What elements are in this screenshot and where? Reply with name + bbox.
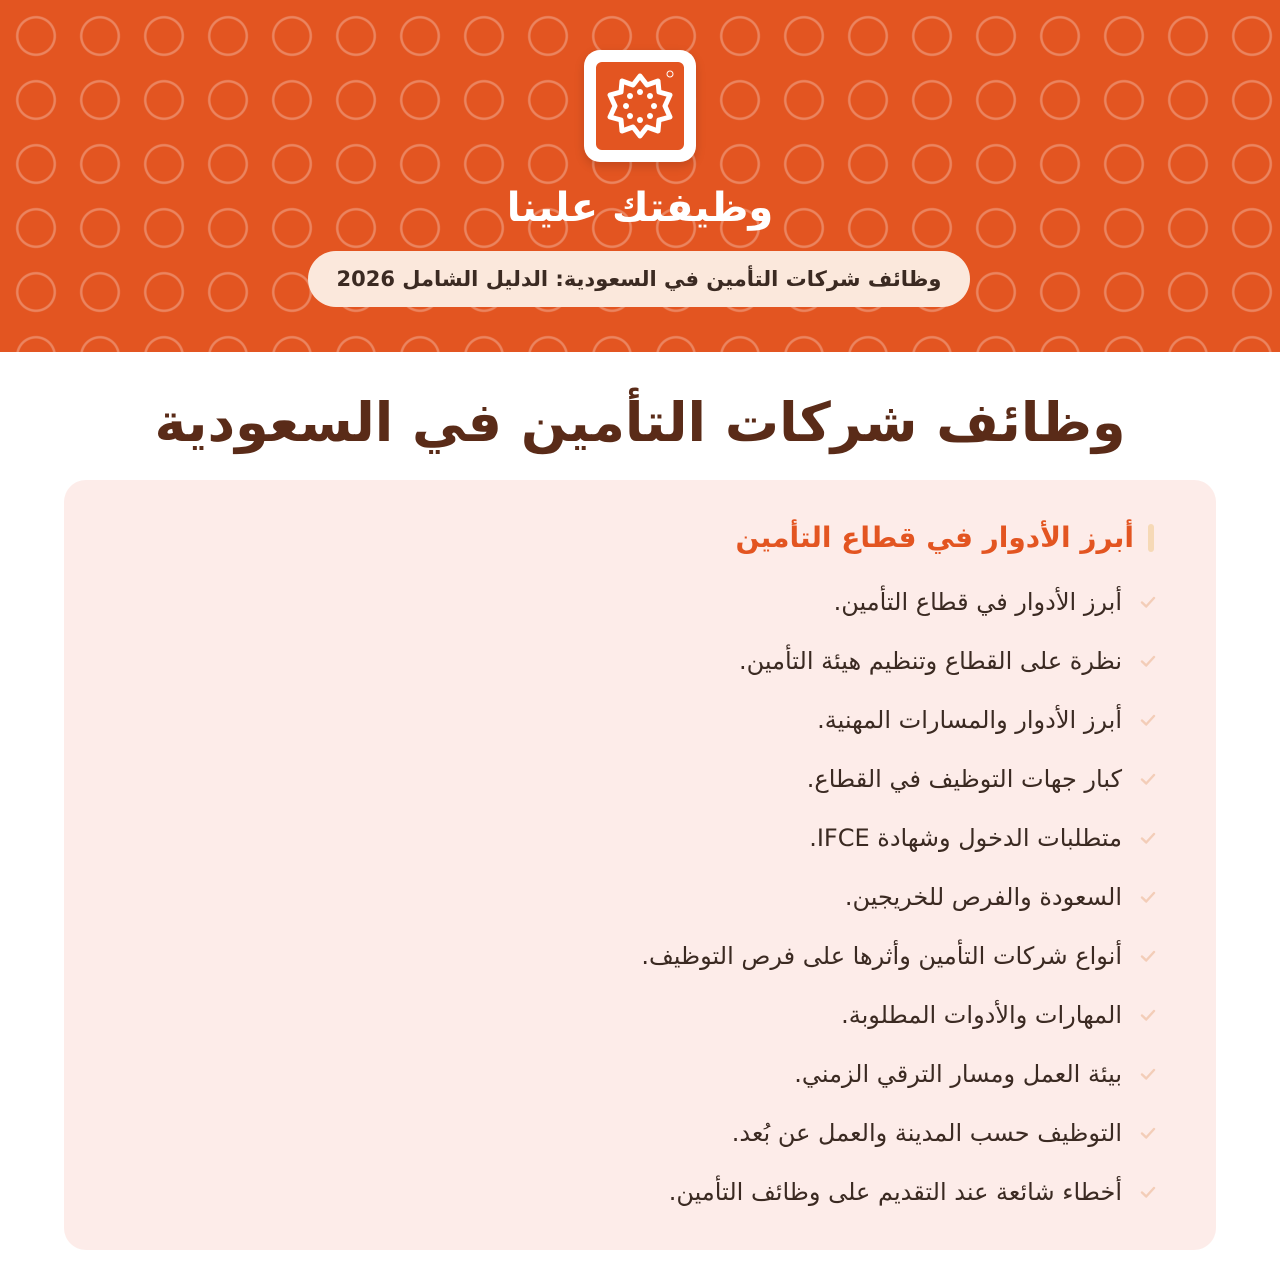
topics-list	[120, 572, 1160, 1221]
section-heading	[735, 516, 1154, 560]
list-item-text: أبرز الأدوار والمسارات المهنية.	[817, 705, 1122, 734]
list-item-text: أنواع شركات التأمين وأثرها على فرص التوظيف.	[641, 941, 1122, 970]
check-icon	[1136, 826, 1160, 850]
check-icon	[1136, 708, 1160, 732]
list-item-text: نظرة على القطاع وتنظيم هيئة التأمين.	[739, 646, 1122, 675]
page-title: وظائف شركات التأمين في السعودية	[154, 391, 1126, 454]
subtitle-pill: وظائف شركات التأمين في السعودية: الدليل الشامل 2026	[308, 251, 970, 307]
list-item-text: أخطاء شائعة عند التقديم على وظائف التأمين.	[668, 1177, 1122, 1206]
brand-logo[interactable]	[584, 50, 696, 162]
list-item	[120, 867, 1160, 926]
check-icon	[1136, 649, 1160, 673]
list-item-text: بيئة العمل ومسار الترقي الزمني.	[794, 1059, 1122, 1088]
list-item	[120, 631, 1160, 690]
list-item	[120, 572, 1160, 631]
check-icon	[1136, 590, 1160, 614]
list-item	[120, 1044, 1160, 1103]
brand-logo-icon	[596, 62, 684, 150]
list-item	[120, 749, 1160, 808]
list-item-text: التوظيف حسب المدينة والعمل عن بُعد.	[731, 1118, 1122, 1147]
check-icon	[1136, 1062, 1160, 1086]
list-item-text: كبار جهات التوظيف في القطاع.	[806, 764, 1122, 793]
check-icon	[1136, 1180, 1160, 1204]
list-item	[120, 1162, 1160, 1221]
list-item-text: أبرز الأدوار في قطاع التأمين.	[833, 587, 1122, 616]
check-icon	[1136, 1121, 1160, 1145]
check-icon	[1136, 1003, 1160, 1027]
brand-name: وظيفتك علينا	[506, 185, 774, 231]
check-icon	[1136, 885, 1160, 909]
list-item	[120, 808, 1160, 867]
section-heading-text: أبرز الأدوار في قطاع التأمين	[735, 521, 1134, 554]
list-item-text: متطلبات الدخول وشهادة IFCE.	[809, 823, 1122, 852]
check-icon	[1136, 944, 1160, 968]
content-card	[64, 480, 1216, 1250]
list-item-text: السعودة والفرص للخريجين.	[844, 882, 1122, 911]
list-item-text: المهارات والأدوات المطلوبة.	[841, 1000, 1122, 1029]
list-item	[120, 926, 1160, 985]
list-item	[120, 985, 1160, 1044]
list-item	[120, 1103, 1160, 1162]
check-icon	[1136, 767, 1160, 791]
list-item	[120, 690, 1160, 749]
heading-accent-bar	[1148, 524, 1154, 552]
header-banner	[0, 0, 1280, 352]
